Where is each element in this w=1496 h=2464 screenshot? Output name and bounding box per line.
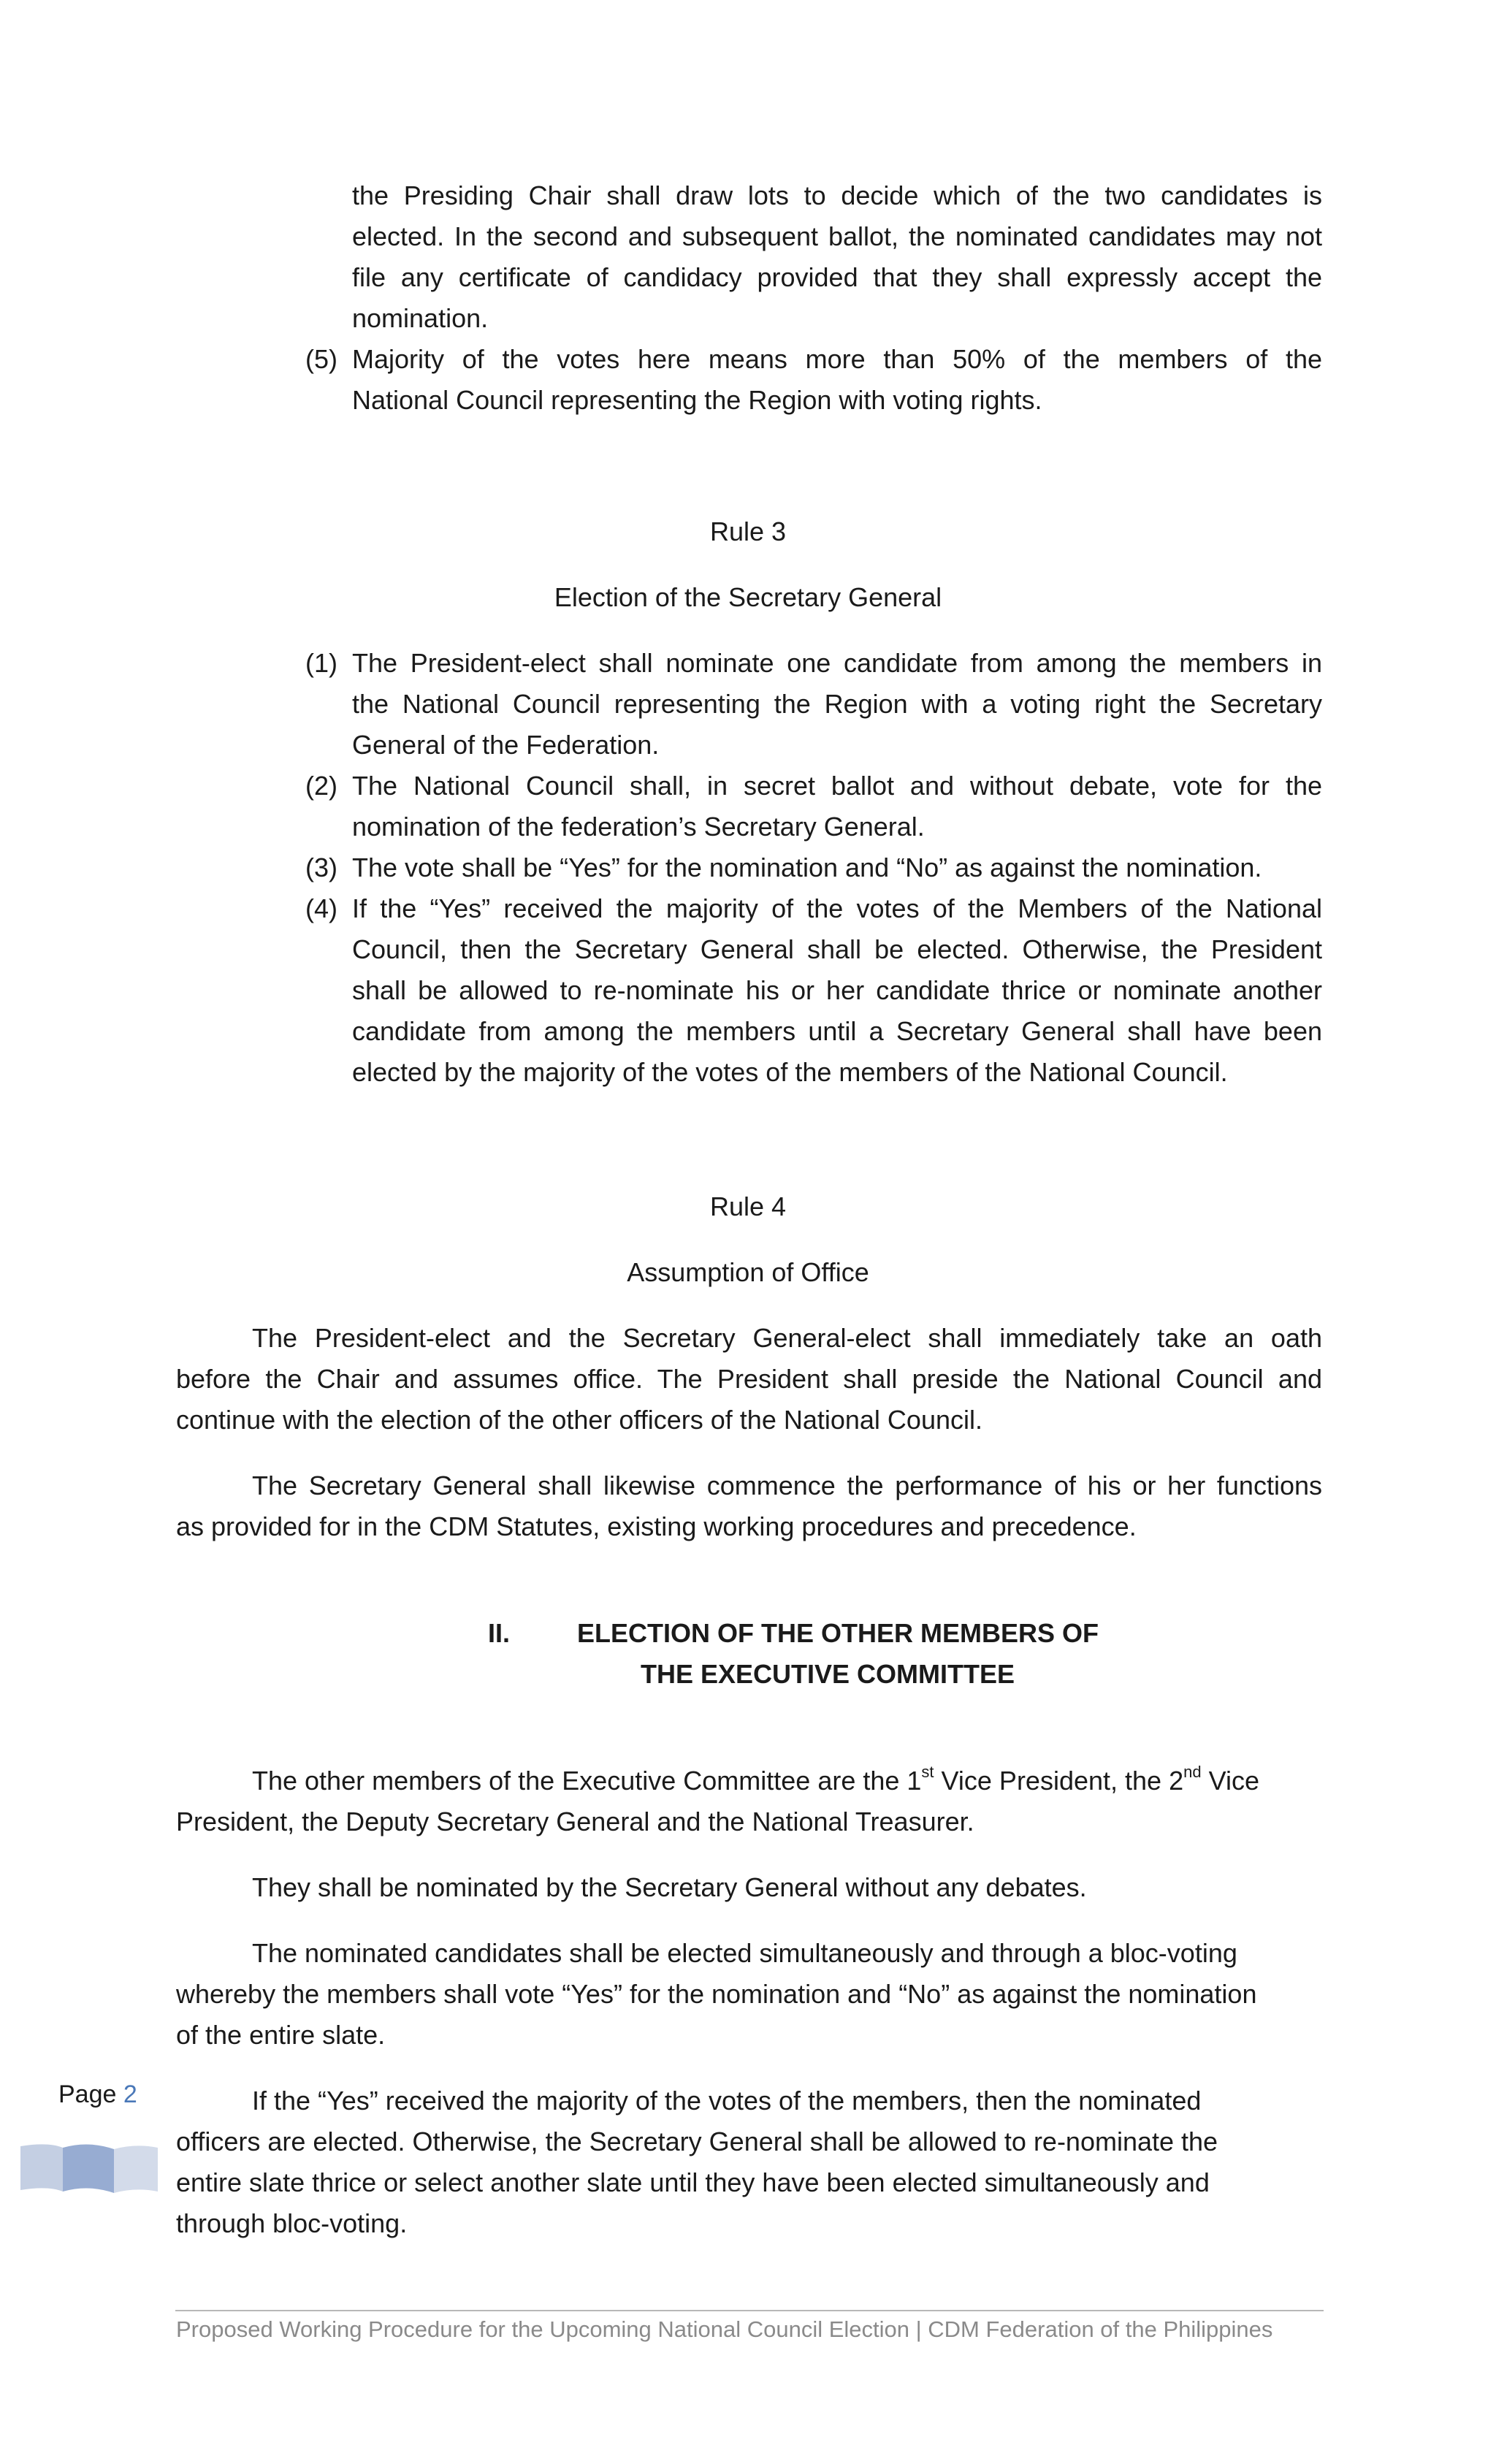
- section-heading-line-1: ELECTION OF THE OTHER MEMBERS OF: [577, 1618, 1099, 1648]
- text-line: as provided for in the CDM Statutes, existing working procedures and precedence.: [176, 1511, 1137, 1541]
- list-item-body: [352, 175, 1322, 339]
- list-item-body: [352, 643, 1322, 766]
- page-number-label: [58, 2076, 137, 2113]
- text-line: Majority of the votes here means more than 50% of the members of the: [352, 344, 1322, 374]
- text-line: entire slate thrice or select another slate until they have been elected simultaneously and: [176, 2167, 1210, 2197]
- text-line: whereby the members shall vote “Yes” for the nomination and “No” as against the nomination: [176, 1979, 1257, 2009]
- footer-divider: [175, 2310, 1324, 2311]
- text-line: National Council representing the Region with voting rights.: [352, 385, 1042, 415]
- section2-paragraph-1: [176, 1761, 1294, 1842]
- rule3-title: Rule 3: [709, 516, 787, 546]
- text-line: elected by the majority of the votes of the members of the National Council.: [352, 1057, 1228, 1087]
- text-line: General of the Federation.: [352, 730, 660, 760]
- section-heading-line-2: THE EXECUTIVE COMMITTEE: [641, 1659, 1015, 1689]
- section2-paragraph-3: [176, 1933, 1322, 2056]
- text-line: through bloc-voting.: [176, 2208, 408, 2238]
- text-line: If the “Yes” received the majority of the votes of the Members of the National: [352, 893, 1322, 923]
- text-run: The other members of the Executive Committee are the 1: [252, 1766, 922, 1796]
- text-run: Vice President, the 2: [934, 1766, 1184, 1796]
- section2-paragraph-2: [176, 1867, 1322, 1908]
- text-line: the Presiding Chair shall draw lots to decide which of the two candidates is: [352, 180, 1322, 210]
- rule4-paragraph-1: [176, 1318, 1322, 1441]
- text-line: President, the Deputy Secretary General and the National Treasurer.: [176, 1807, 974, 1836]
- text-line: The President-elect shall nominate one candidate from among the members in: [352, 648, 1322, 678]
- text-line: They shall be nominated by the Secretary General without any debates.: [252, 1872, 1087, 1902]
- text-line: The vote shall be “Yes” for the nomination and “No” as against the nomination.: [352, 853, 1262, 882]
- text-line: nomination.: [352, 303, 489, 333]
- list-number: (3): [305, 853, 337, 882]
- text-line: Council, then the Secretary General shall be elected. Otherwise, the President: [352, 934, 1322, 964]
- ordinal-suffix: st: [921, 1763, 934, 1781]
- text-line: the National Council representing the Region with a voting right the Secretary: [352, 689, 1322, 719]
- text-line: The National Council shall, in secret ballot and without debate, vote for the: [352, 771, 1322, 801]
- rule4-subtitle: Assumption of Office: [627, 1257, 869, 1287]
- text-line: officers are elected. Otherwise, the Secretary General shall be allowed to re-nominate the: [176, 2127, 1218, 2156]
- text-line: of the entire slate.: [176, 2020, 386, 2050]
- text-line: If the “Yes” received the majority of the votes of the members, then the nominated: [252, 2086, 1202, 2116]
- text-line: file any certificate of candidacy provided that they shall expressly accept the: [352, 262, 1322, 292]
- list-number: (5): [305, 344, 337, 374]
- list-item-body: [352, 766, 1322, 847]
- list-number: (4): [305, 893, 337, 923]
- list-item-body: [352, 847, 1322, 888]
- text-line: [176, 1761, 1294, 1801]
- ordinal-suffix: nd: [1183, 1763, 1202, 1781]
- page-word: Page: [58, 2080, 117, 2108]
- list-item-body: [352, 339, 1322, 421]
- text-line: elected. In the second and subsequent ballot, the nominated candidates may not: [352, 221, 1322, 251]
- text-line: candidate from among the members until a Secretary General shall have been: [352, 1016, 1322, 1046]
- list-number: (2): [305, 771, 337, 801]
- page-footer: Proposed Working Procedure for the Upcoming National Council Election | CDM Federation of the Philippines: [176, 2316, 1273, 2342]
- rule4-title: Rule 4: [709, 1191, 787, 1221]
- text-line: continue with the election of the other officers of the National Council.: [176, 1405, 982, 1435]
- section-numeral: II.: [488, 1618, 511, 1648]
- rule3-subtitle: Election of the Secretary General: [554, 582, 942, 612]
- list-number: (1): [305, 648, 337, 678]
- rule4-paragraph-2: [176, 1465, 1322, 1547]
- text-line: shall be allowed to re-nominate his or her candidate thrice or nominate another: [352, 975, 1322, 1005]
- page-number: 2: [123, 2080, 137, 2108]
- text-line: The nominated candidates shall be elected simultaneously and through a bloc-voting: [252, 1938, 1237, 1968]
- page-ribbon-icon: [19, 2140, 159, 2196]
- list-item-body: [352, 888, 1322, 1093]
- section2-paragraph-4: [176, 2080, 1322, 2244]
- text-line: nomination of the federation’s Secretary General.: [352, 812, 925, 842]
- text-line: before the Chair and assumes office. The President shall preside the National Council and: [176, 1364, 1322, 1394]
- text-line: The Secretary General shall likewise commence the performance of his or her functions: [252, 1471, 1322, 1500]
- text-run: Vice: [1201, 1766, 1259, 1796]
- text-line: The President-elect and the Secretary General-elect shall immediately take an oath: [252, 1323, 1322, 1353]
